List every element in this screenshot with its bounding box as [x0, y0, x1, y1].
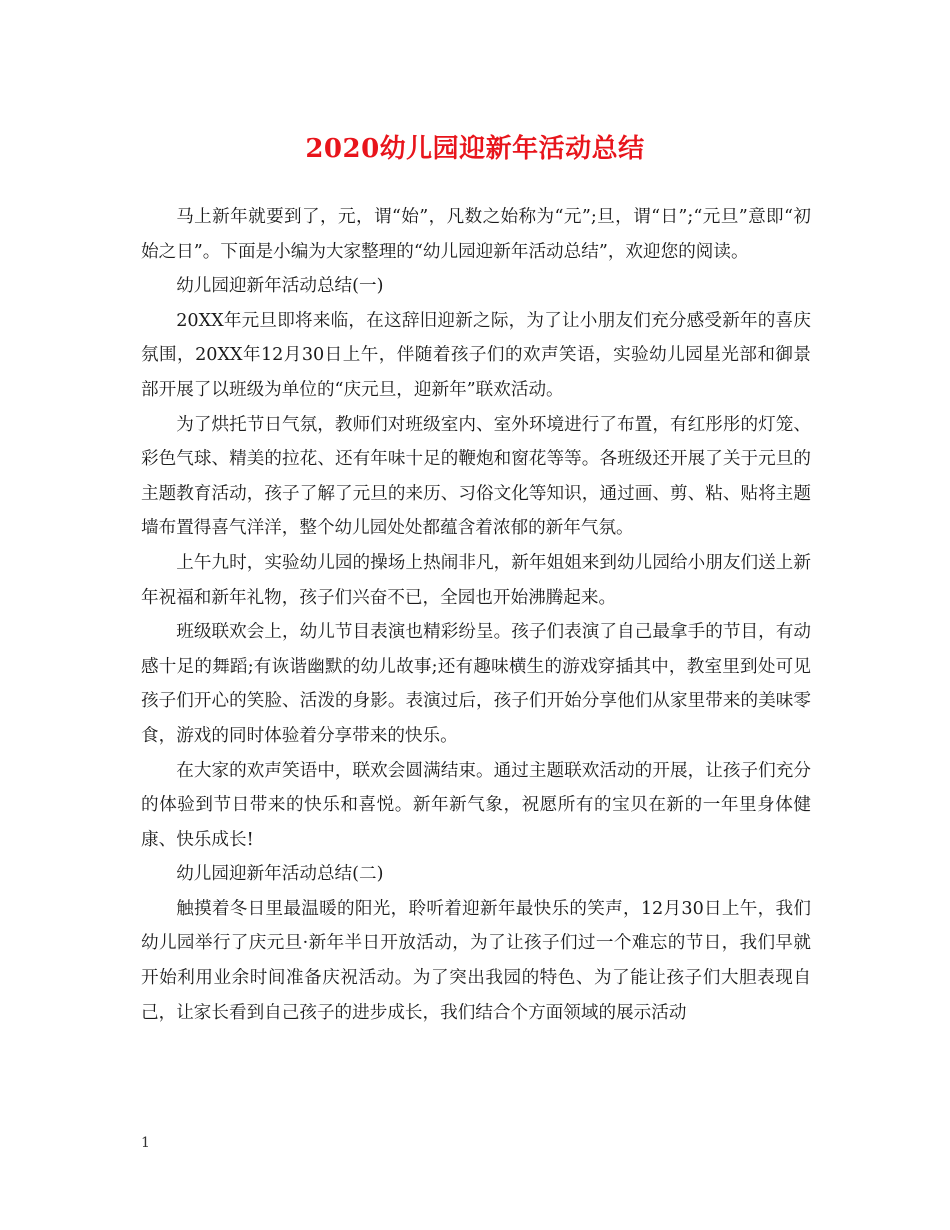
- document-body: [141, 200, 811, 1030]
- intro-paragraph: 马上新年就要到了，元，谓“始”，凡数之始称为“元”;旦，谓“日”;“元旦”意即“初始之日”。下面是小编为大家整理的“幼儿园迎新年活动总结”，欢迎您的阅读。: [141, 207, 811, 262]
- section-heading-1: 幼儿园迎新年活动总结(一): [176, 276, 384, 297]
- body-paragraph: 为了烘托节日气氛，教师们对班级室内、室外环境进行了布置，有红彤彤的灯笼、彩色气球、精美的拉花、还有年味十足的鞭炮和窗花等等。各班级还开展了关于元旦的主题教育活动，孩子了解了元旦的来历、习俗文化等知识，通过画、剪、粘、贴将主题墙布置得喜气洋洋，整个幼儿园处处都蕴含着浓郁的新年气氛。: [141, 414, 811, 539]
- body-paragraph: 触摸着冬日里最温暖的阳光，聆听着迎新年最快乐的笑声，12月30日上午，我们幼儿园举行了庆元旦·新年半日开放活动，为了让孩子们过一个难忘的节日，我们早就开始利用业余时间准备庆祝活动。为了突出我园的特色、为了能让孩子们大胆表现自己，让家长看到自己孩子的进步成长，我们结合个方面领域的展示活动: [141, 898, 811, 1023]
- page-number: 1: [141, 1135, 150, 1151]
- body-paragraph: 班级联欢会上，幼儿节目表演也精彩纷呈。孩子们表演了自己最拿手的节目，有动感十足的舞蹈;有诙谐幽默的幼儿故事;还有趣味横生的游戏穿插其中，教室里到处可见孩子们开心的笑脸、活泼的身影。表演过后，孩子们开始分享他们从家里带来的美味零食，游戏的同时体验着分享带来的快乐。: [141, 622, 811, 746]
- body-paragraph: 上午九时，实验幼儿园的操场上热闹非凡，新年姐姐来到幼儿园给小朋友们送上新年祝福和新年礼物，孩子们兴奋不已，全园也开始沸腾起来。: [141, 552, 811, 608]
- document-title: 2020幼儿园迎新年活动总结: [305, 134, 645, 164]
- section-heading-2: 幼儿园迎新年活动总结(二): [176, 864, 384, 885]
- body-paragraph: 20XX年元旦即将来临，在这辞旧迎新之际，为了让小朋友们充分感受新年的喜庆氛围，20XX年12月30日上午，伴随着孩子们的欢声笑语，实验幼儿园星光部和御景部开展了以班级为单位的“庆元旦，迎新年”联欢活动。: [141, 310, 811, 400]
- body-paragraph: 在大家的欢声笑语中，联欢会圆满结束。通过主题联欢活动的开展，让孩子们充分的体验到节日带来的快乐和喜悦。新年新气象，祝愿所有的宝贝在新的一年里身体健康、快乐成长!: [141, 760, 811, 850]
